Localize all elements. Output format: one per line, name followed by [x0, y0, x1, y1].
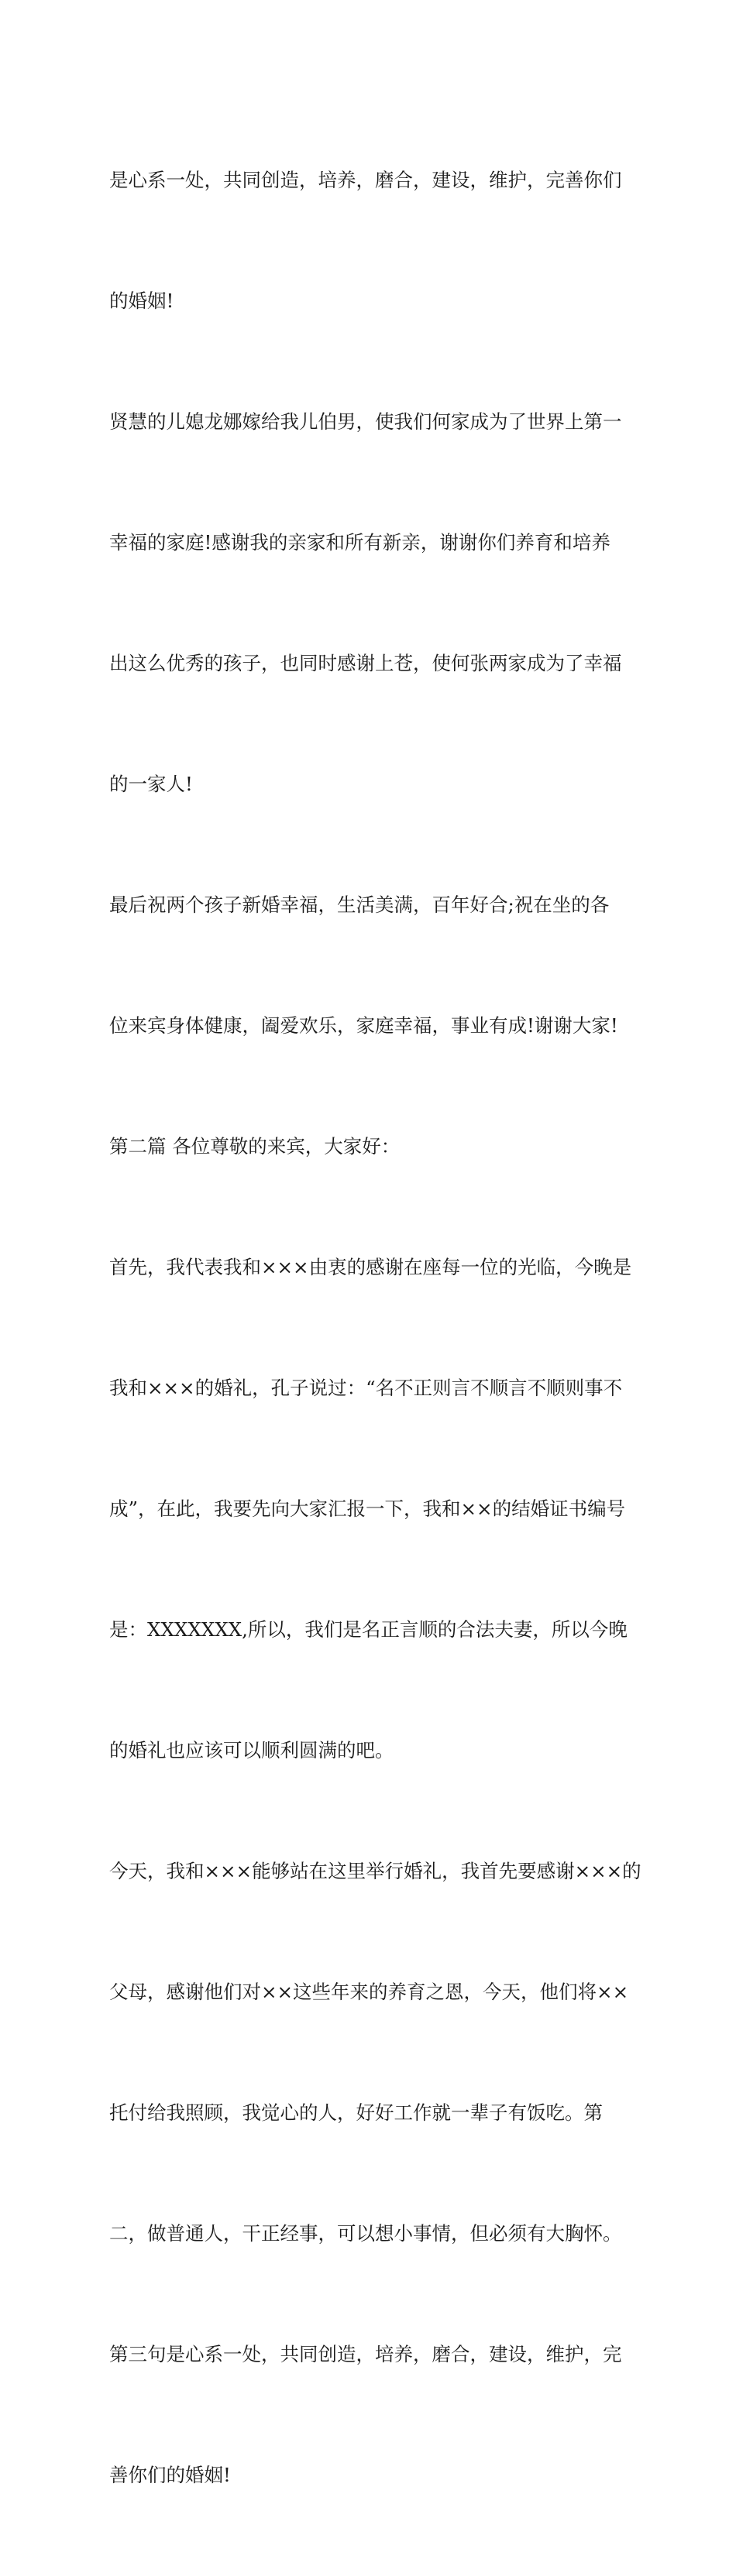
text-line: 首先，我代表我和×××由衷的感谢在座每一位的光临，今晚是 [109, 1256, 632, 1278]
text-line: 托付给我照顾，我觉心的人，好好工作就一辈子有饭吃。第 [109, 2101, 603, 2124]
text-line: 我和×××的婚礼，孔子说过：“名不正则言不顺言不顺则事不 [109, 1377, 623, 1399]
text-line: 二，做普通人，干正经事，可以想小事情，但必须有大胸怀。 [109, 2222, 622, 2245]
section-heading: 第二篇 各位尊敬的来宾，大家好： [109, 1135, 401, 1158]
text-line: 是：XXXXXXX,所以，我们是名正言顺的合法夫妻，所以今晚 [109, 1618, 628, 1641]
text-line: 是心系一处，共同创造，培养，磨合，建设，维护，完善你们 [109, 169, 622, 191]
text-line: 父母，感谢他们对××这些年来的养育之恩，今天，他们将×× [109, 1981, 629, 2003]
text-line: 的一家人! [109, 773, 193, 795]
text-line: 今天，我和×××能够站在这里举行婚礼，我首先要感谢×××的 [109, 1860, 641, 1882]
text-line: 贤慧的儿媳龙娜嫁给我儿伯男，使我们何家成为了世界上第一 [109, 410, 622, 433]
text-line: 出这么优秀的孩子，也同时感谢上苍，使何张两家成为了幸福 [109, 652, 622, 674]
text-line: 的婚姻! [109, 290, 174, 312]
text-line: 位来宾身体健康，阖爱欢乐，家庭幸福，事业有成!谢谢大家! [109, 1014, 618, 1037]
text-line: 最后祝两个孩子新婚幸福，生活美满，百年好合;祝在坐的各 [109, 894, 610, 916]
text-line: 善你们的婚姻! [109, 2464, 231, 2486]
text-line: 第三句是心系一处，共同创造，培养，磨合，建设，维护，完 [109, 2343, 622, 2365]
text-line: 成”，在此，我要先向大家汇报一下，我和××的结婚证书编号 [109, 1497, 626, 1520]
text-line: 幸福的家庭!感谢我的亲家和所有新亲，谢谢你们养育和培养 [109, 531, 610, 554]
text-line: 的婚礼也应该可以顺利圆满的吧。 [109, 1739, 394, 1761]
document-body [109, 80, 641, 2576]
